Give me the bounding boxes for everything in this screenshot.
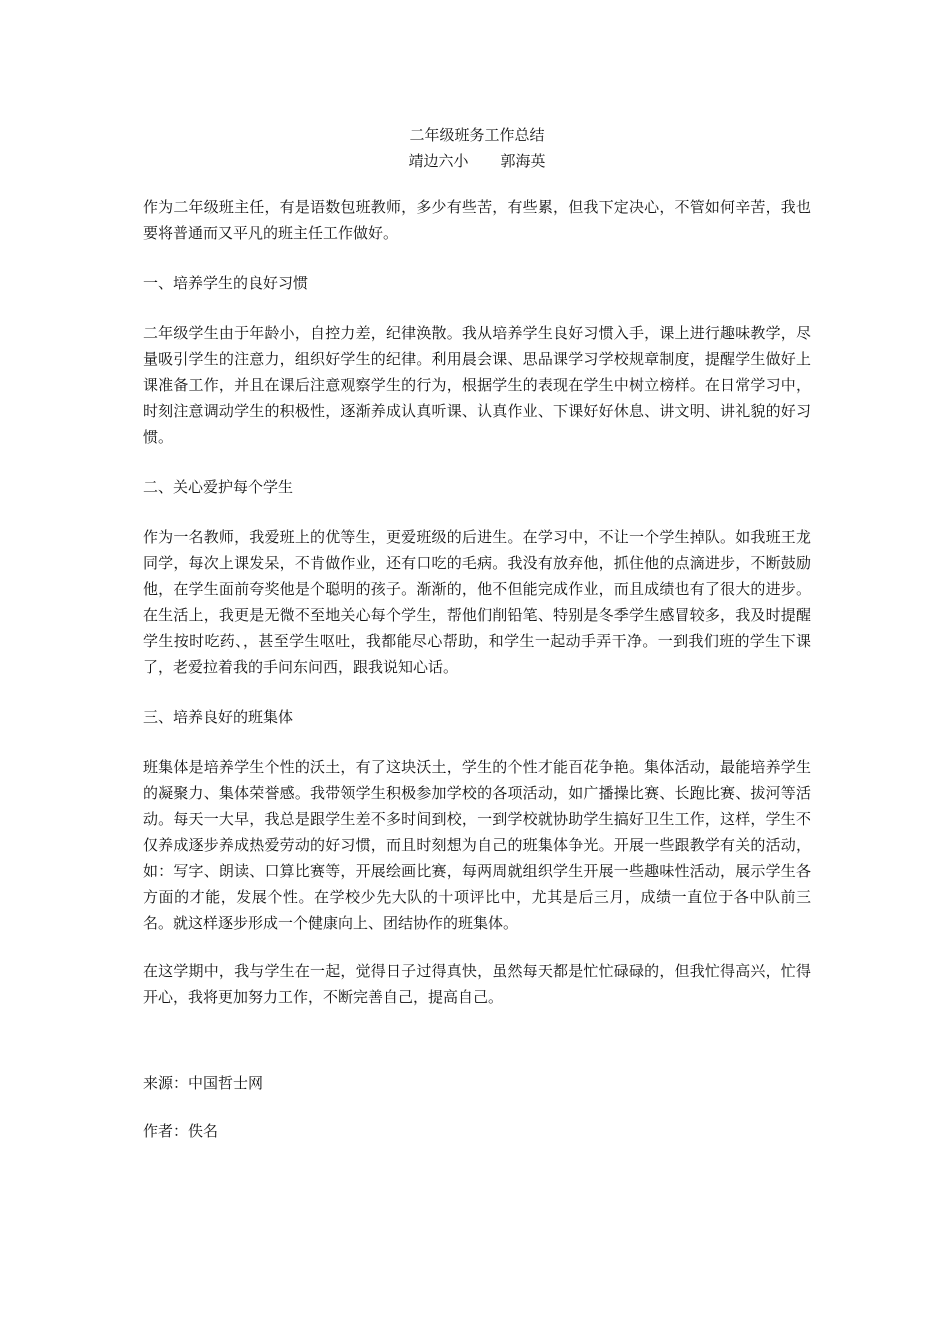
document-meta [143, 1070, 811, 1144]
conclusion-paragraph: 在这学期中，我与学生在一起，觉得日子过得真快，虽然每天都是忙忙碌碌的，但我忙得高兴，忙得开心，我将更加努力工作，不断完善自己，提高自己。 [143, 962, 811, 1006]
section-heading-1: 一、培养学生的良好习惯 [143, 274, 309, 292]
source-line: 来源：中国哲士网 [143, 1074, 264, 1092]
section-body-2: 作为一名教师，我爱班上的优等生，更爱班级的后进生。在学习中，不让一个学生掉队。如我班王龙同学，每次上课发呆，不肯做作业，还有口吃的毛病。我没有放弃他，抓住他的点滴进步，不断鼓励他，在学生面前夸奖他是个聪明的孩子。渐渐的，他不但能完成作业，而且成绩也有了很大的进步。在生活上，我更是无微不至地关心每个学生，帮他们削铅笔、特别是冬季学生感冒较多，我及时提醒学生按时吃药、，甚至学生呕吐，我都能尽心帮助，和学生一起动手弄干净。一到我们班的学生下课了，老爱拉着我的手问东问西，跟我说知心话。 [143, 528, 811, 676]
title-block [143, 122, 811, 174]
section-heading-2: 二、关心爱护每个学生 [143, 478, 294, 496]
section-body-3: 班集体是培养学生个性的沃土，有了这块沃土，学生的个性才能百花争艳。集体活动，最能培养学生的凝聚力、集体荣誉感。我带领学生积极参加学校的各项活动，如广播操比赛、长跑比赛、拔河等活动。每天一大早，我总是跟学生差不多时间到校，一到学校就协助学生搞好卫生工作，这样，学生不仅养成逐步养成热爱劳动的好习惯，而且时刻想为自己的班集体争光。开展一些跟教学有关的活动，如：写字、朗读、口算比赛等，开展绘画比赛，每两周就组织学生开展一些趣味性活动，展示学生各方面的才能，发展个性。在学校少先大队的十项评比中，尤其是后三月，成绩一直位于各中队前三名。就这样逐步形成一个健康向上、团结协作的班集体。 [143, 758, 811, 932]
document-page [143, 122, 811, 1144]
author-name: 郭海英 [500, 152, 546, 170]
author-line [143, 148, 811, 174]
document-title: 二年级班务工作总结 [409, 126, 545, 144]
section-heading-3: 三、培养良好的班集体 [143, 708, 294, 726]
intro-paragraph: 作为二年级班主任，有是语数包班教师，多少有些苦，有些累，但我下定决心，不管如何辛苦，我也要将普通而又平凡的班主任工作做好。 [143, 198, 811, 242]
section-body-1: 二年级学生由于年龄小，自控力差，纪律涣散。我从培养学生良好习惯入手，课上进行趣味教学，尽量吸引学生的注意力，组织好学生的纪律。利用晨会课、思品课学习学校规章制度，提醒学生做好上课准备工作，并且在课后注意观察学生的行为，根据学生的表现在学生中树立榜样。在日常学习中，时刻注意调动学生的积极性，逐渐养成认真听课、认真作业、下课好好休息、讲文明、讲礼貌的好习惯。 [143, 324, 811, 446]
school-name: 靖边六小 [408, 152, 469, 170]
byline: 作者：佚名 [143, 1122, 219, 1140]
